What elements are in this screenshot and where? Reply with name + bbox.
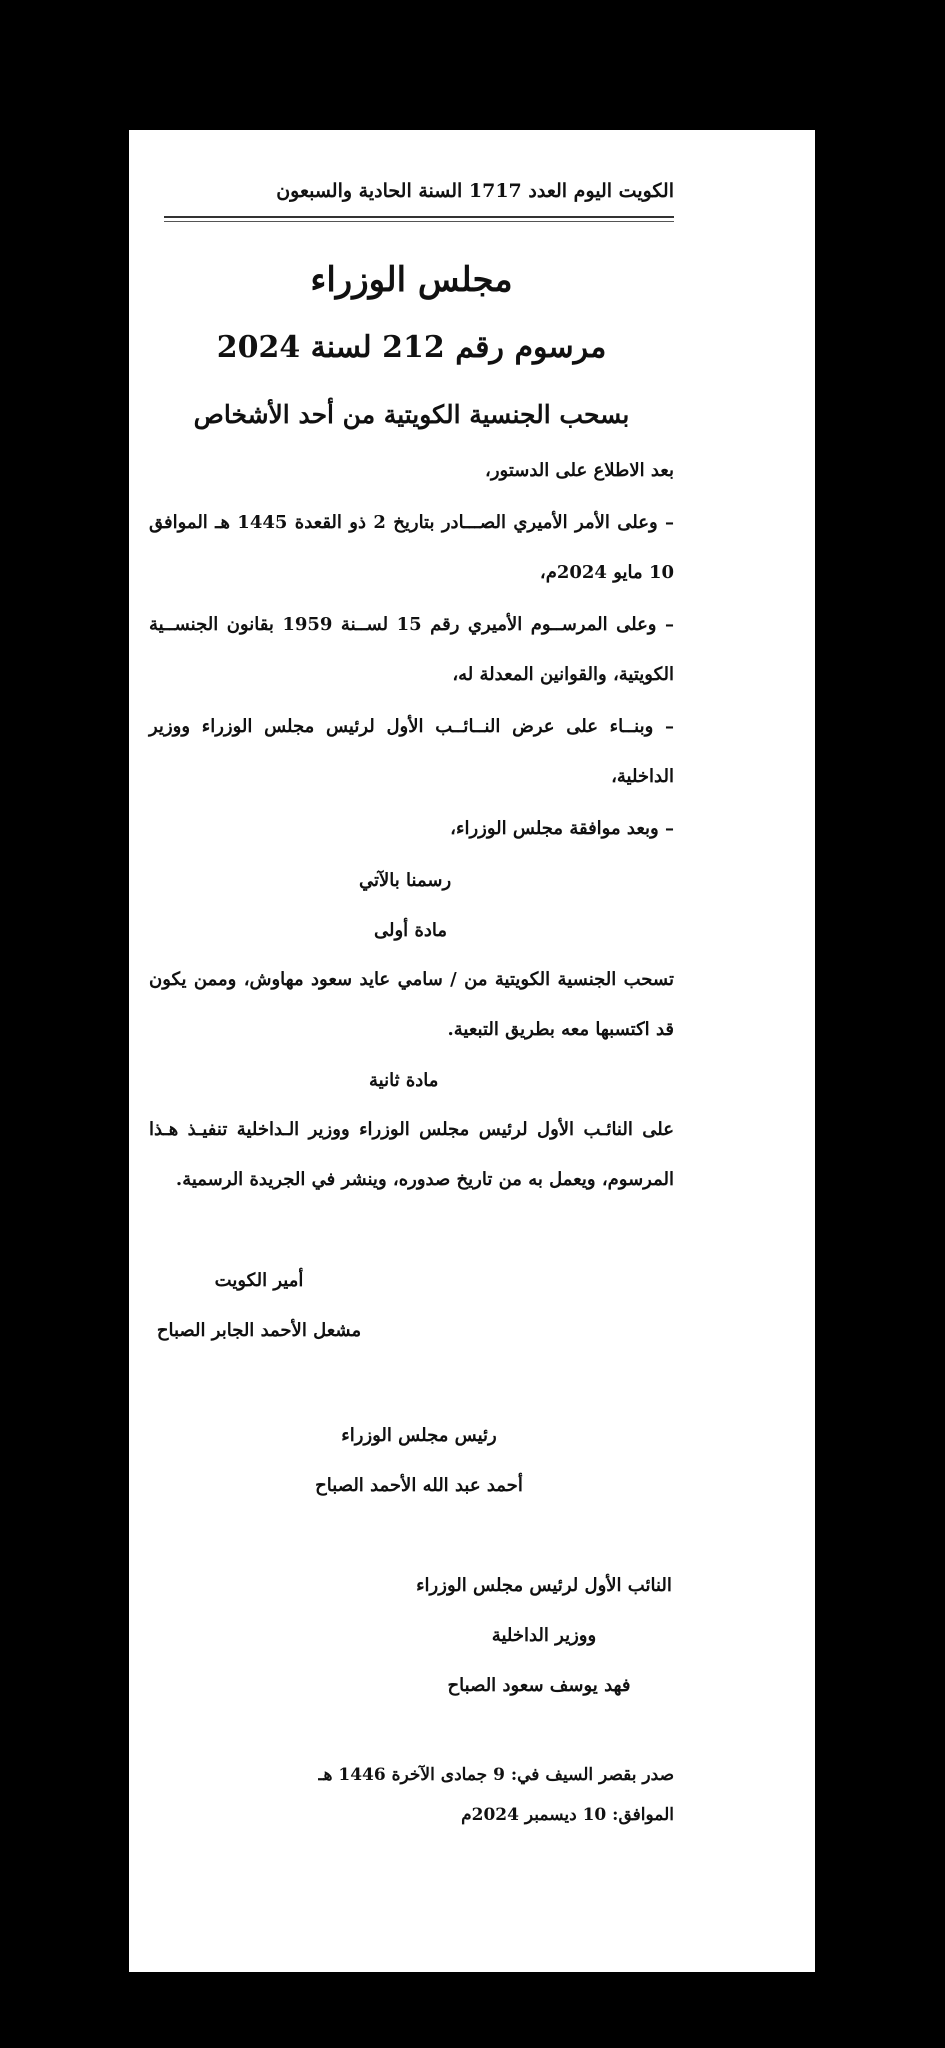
- article-1-text: تسحب الجنسية الكويتية من / سامي عايد سعود مهاوش، وممن يكون قد اكتسبها معه بطريق التبعية.: [149, 969, 674, 1040]
- preamble-line-4: – وبنــاء على عرض النــائــب الأول لرئيس مجلس الوزراء ووزير الداخلية،: [149, 716, 674, 787]
- dpm-title-2: ووزير الداخلية: [491, 1625, 597, 1646]
- pm-title: رئيس مجلس الوزراء: [341, 1425, 497, 1446]
- dpm-title: النائب الأول لرئيس مجلس الوزراء: [416, 1575, 672, 1596]
- preamble-line-1: بعد الاطلاع على الدستور،: [485, 460, 674, 481]
- issued-place-date: صدر بقصر السيف في: 9 جمادى الآخرة 1446 هـ: [318, 1765, 674, 1785]
- dpm-name: فهد يوسف سعود الصباح: [447, 1675, 631, 1696]
- article-1-title: مادة أولى: [374, 920, 448, 941]
- decree-phrase: رسمنا بالآتي: [359, 870, 452, 891]
- preamble-line-5: – وبعد موافقة مجلس الوزراء،: [450, 818, 674, 839]
- preamble-line-3: – وعلى المرســوم الأميري رقم 15 لســنة 1959 بقانون الجنســية الكويتية، والقوانين المعدلة له،: [149, 614, 674, 685]
- decree-subject: بسحب الجنسية الكويتية من أحد الأشخاص: [193, 400, 630, 429]
- header-rule: [164, 216, 674, 218]
- document-title: مجلس الوزراء: [310, 260, 513, 300]
- header-rule-thin: [164, 221, 674, 222]
- preamble-line-2: – وعلى الأمر الأميري الصـــادر بتاريخ 2 ذو القعدة 1445 هـ الموافق 10 مايو 2024م،: [149, 512, 674, 583]
- decree-title: مرسوم رقم 212 لسنة 2024: [216, 330, 607, 365]
- emir-name: مشعل الأحمد الجابر الصباح: [156, 1320, 362, 1341]
- pm-name: أحمد عبد الله الأحمد الصباح: [315, 1475, 523, 1496]
- article-2-title: مادة ثانية: [369, 1070, 439, 1091]
- gazette-header: الكويت اليوم العدد 1717 السنة الحادية والسبعون: [276, 180, 674, 202]
- emir-title: أمير الكويت: [214, 1270, 304, 1291]
- article-2-text: على النائـب الأول لرئيس مجلس الوزراء ووزير الـداخلية تنفيـذ هـذا المرسوم، ويعمل به من تاريخ صدوره، وينشر في الجريدة الرسمية.: [149, 1119, 674, 1190]
- gazette-page: [129, 130, 815, 1972]
- issued-gregorian-date: الموافق: 10 ديسمبر 2024م: [461, 1805, 674, 1825]
